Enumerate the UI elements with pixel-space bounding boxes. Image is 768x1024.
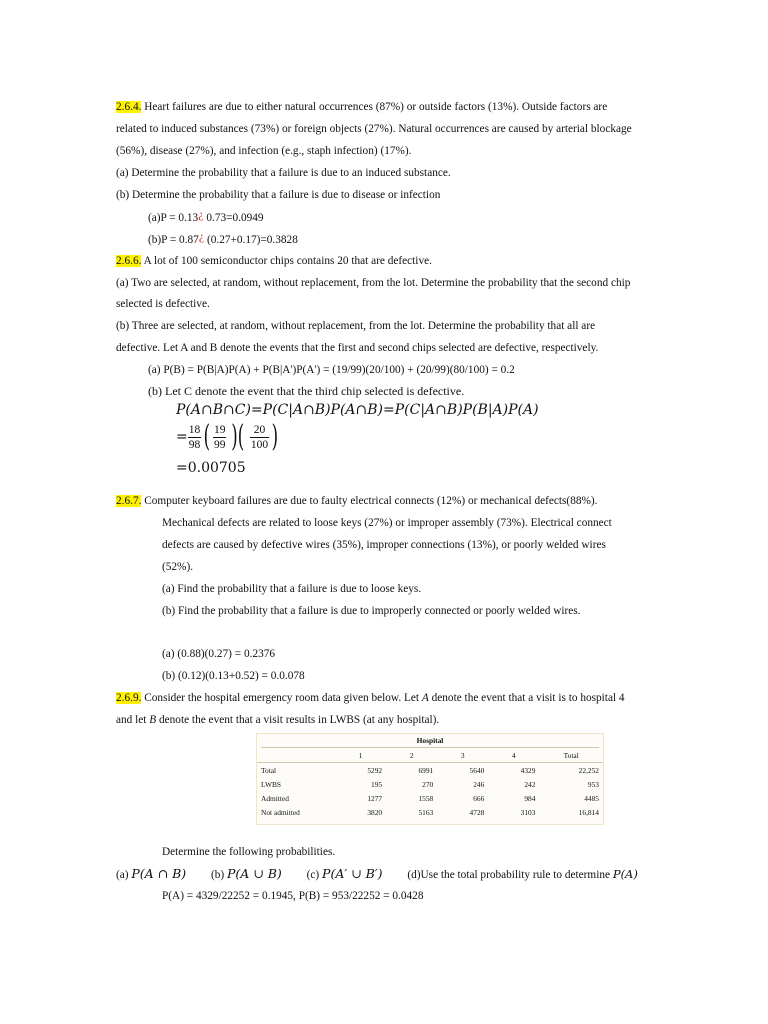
problem-number-264: 2.6.4. [116,101,142,113]
equation-fraction-product: = $\frac{18}{98}$ ( $\frac{19}{99}$ )( $\frac{20}{100}$ ) [176,419,279,454]
problem-267-answer-a: (a) (0.88)(0.27) = 0.2376 [162,648,276,660]
problem-267-question-a: (a) Find the probability that a failure is due to loose keys. [162,583,422,595]
problem-267-line-3: defects are caused by defective wires (35%), improper connections (13%), or poorly welded wires [162,539,606,551]
problem-266-answer-b: (b) Let C denote the event that the third chip selected is defective. [148,384,465,398]
problem-number-267: 2.6.7. [116,495,142,507]
problem-267-line-2: Mechanical defects are related to loose keys (27%) or improper assembly (73%). Electrical connect [162,517,612,529]
table-row: Admitted 1277 1558 666 984 4485 [261,793,599,803]
problem-266-line-2: (a) Two are selected, at random, without replacement, from the lot. Determine the probability that the second chip [116,277,631,289]
problem-269-questions: (a) P(A ∩ B) (b) P(A ∪ B) (c) P(A′ ∪ B′) (d)Use the total probability rule to determine P(A) [116,866,638,881]
fraction-20-100: $\frac{20}{100}$ [250,423,269,451]
problem-267-line-1: 2.6.7. Computer keyboard failures are due to faulty electrical connects (12%) or mechanical defects(88%). [116,495,598,507]
problem-266-line-3: selected is defective. [116,298,210,310]
problem-269-answer: P(A) = 4329/22252 = 0.1945, P(B) = 953/22252 = 0.0428 [162,890,424,902]
fraction-18-98: $\frac{18}{98}$ [188,423,201,451]
prob-a-union-b: P(A ∪ B) [227,866,282,881]
prob-a-comp-union-b-comp: P(A′ ∪ B′) [322,866,383,881]
table-row: LWBS 195 270 246 242 953 [261,779,599,789]
problem-264-question-b: (b) Determine the probability that a failure is due to disease or infection [116,189,441,201]
problem-264-line-1: 2.6.4. Heart failures are due to either natural occurrences (87%) or outside factors (13%). Outside factors are [116,101,608,113]
problem-number-266: 2.6.6. [116,255,142,267]
problem-264-line-2: related to induced substances (73%) or foreign objects (27%). Natural occurrences are caused by arterial blockage [116,123,632,135]
problem-266-line-5: defective. Let A and B denote the events that the first and second chips selected are defective, respectively. [116,342,599,354]
problem-264-line-3: (56%), disease (27%), and infection (e.g., staph infection) (17%). [116,145,412,157]
problem-267-line-4: (52%). [162,561,194,573]
problem-266-answer-a: (a) P(B) = P(B|A)P(A) + P(B|A')P(A') = (19/99)(20/100) + (20/99)(80/100) = 0.2 [148,364,515,376]
hospital-table [257,748,603,819]
table-row: Total 5292 6991 5640 4329 22,252 [261,765,599,775]
prob-a: P(A) [612,867,638,881]
table-header-row: 1 2 3 4 Total [257,748,603,763]
problem-267-answer-b: (b) (0.12)(0.13+0.52) = 0.0.078 [162,670,305,682]
problem-264-question-a: (a) Determine the probability that a failure is due to an induced substance. [116,167,451,179]
problem-number-269: 2.6.9. [116,692,142,704]
hospital-data-table [256,733,604,825]
spell-mark: ¿ [198,229,205,243]
prob-a-intersect-b: P(A ∩ B) [131,866,187,881]
problem-266-line-1: 2.6.6. A lot of 100 semiconductor chips contains 20 that are defective. [116,255,432,267]
spell-mark: ¿ [198,207,204,221]
problem-266-line-4: (b) Three are selected, at random, without replacement, from the lot. Determine the probability that all are [116,320,596,332]
problem-264-answer-a: (a)P = 0.13¿ 0.73=0.0949 [148,207,264,224]
equation-chain-rule: P(A∩B∩C)=P(C|A∩B)P(A∩B)=P(C|A∩B)P(B|A)P(A) [176,402,539,418]
fraction-19-99: $\frac{19}{99}$ [213,423,226,451]
problem-269-line-2: and let B denote the event that a visit results in LWBS (at any hospital). [116,714,440,726]
problem-269-instruction: Determine the following probabilities. [162,846,336,858]
problem-267-question-b: (b) Find the probability that a failure is due to improperly connected or poorly welded wires. [162,605,581,617]
problem-264-answer-b: (b)P = 0.87¿ (0.27+0.17)=0.3828 [148,229,298,246]
table-row: Not admitted 3820 5163 4728 3103 16,814 [261,807,599,817]
equation-result: =0.00705 [176,460,246,476]
problem-269-line-1: 2.6.9. Consider the hospital emergency room data given below. Let A denote the event that a visit is to hospital 4 [116,692,625,704]
table-title: Hospital [261,734,599,748]
